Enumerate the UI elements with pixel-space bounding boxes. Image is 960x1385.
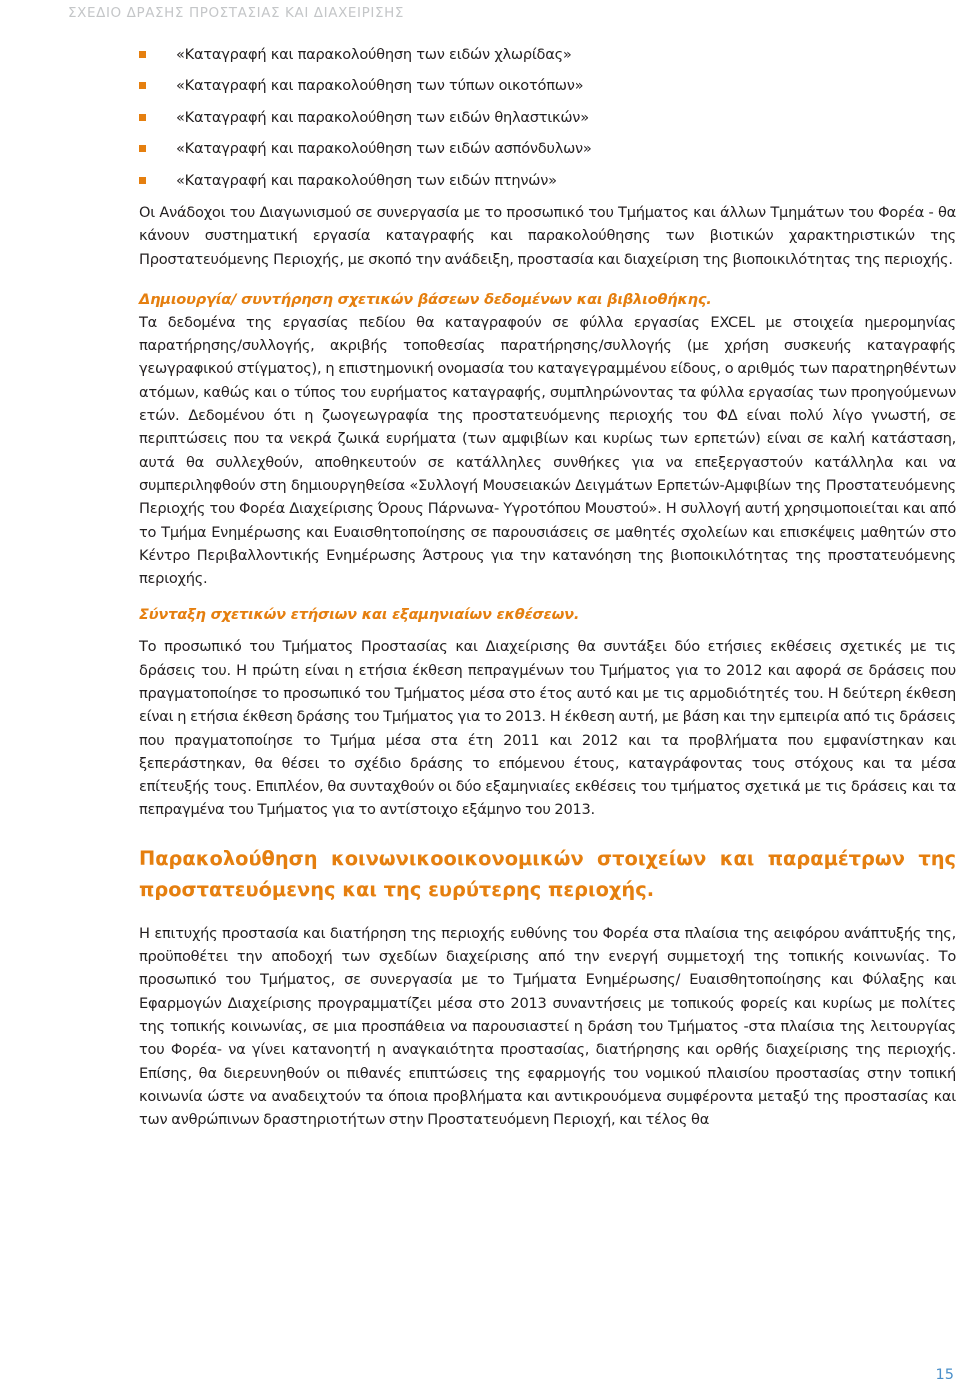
page-number: 15 [935,1367,954,1383]
socioeconomic-section-body: Η επιτυχής προστασία και διατήρηση της περιοχής ευθύνης του Φορέα στα πλαίσια της αειφόρου ανάπτυξής της, προϋποθέτει την αποδοχή των σχεδίων διαχείρισης από την ενεργή συμμετοχή της τοπικής κοινωνίας. Το προσωπικό του Τμήματος, σε συνεργασία με το Τμήματα Ενημέρωσης/ Ευαισθητοποίησης και Φύλαξης και Εφαρμογών Διαχείρισης προγραμματίζει μέσα στο 2013 συναντήσεις με τοπικούς φορείς και κυρίως με πολίτες της τοπικής κοινωνίας, σε μια προσπάθεια να παρουσιαστεί η δράση του Τμήματος -στα πλαίσια της λειτουργίας του Φορέα- να γίνει κατανοητή η αναγκαιότητα προστασίας, διατήρησης και ορθής διαχείρισης της περιοχής. Επίσης, θα διερευνηθούν οι πιθανές επιπτώσεις της εφαρμογής του νομικού πλαισίου προστασίας στην τοπική κοινωνία ώστε να αναδειχτούν τα όποια προβλήματα και αντικρουόμενα συμφέροντα μεταξύ της προστασίας και των ανθρώπινων δραστηριοτήτων στην Προστατευόμενη Περιοχή, και τέλος θα [139,924,956,1129]
bullet-square-icon [139,177,146,184]
reports-section-body: Το προσωπικό του Τμήματος Προστασίας και Διαχείρισης θα συντάξει δύο ετήσιες εκθέσεις σχετικές με τις δράσεις του. Η πρώτη είναι η ετήσια έκθεση πεπραγμένων του Τμήματος για το 2012 και αφορά σε δράσεις που πραγματοποίησε το προσωπικό του Τμήματος μέσα στο έτος αυτό και με τις αρμοδιότητές του. Η δεύτερη έκθεση είναι η ετήσια έκθεση δράσης του Τμήματος για το 2013. Η έκθεση αυτή, με βάση και την εμπειρία από τις δράσεις που πραγματοποίησε το Τμήμα μέσα στα έτη 2011 και 2012 και τα προβλήματα που εμφανίστηκαν και ξεπεράστηκαν, θα θέσει το σχέδιο δράσης το επόμενου έτους, καταγράφοντας τους στόχους και τα μέσα επίτευξής τους. Επιπλέον, θα συνταχθούν οι δύο εξαμηνιαίες εκθέσεις του τμήματος σχετικά με τις δράσεις και τα πεπραγμένα του Τμήματος για το αντίστοιχο εξάμηνο του 2013. [139,638,956,819]
list-item: «Καταγραφή και παρακολούθηση των ειδών πτηνών» [139,170,956,191]
bullet-square-icon [139,82,146,89]
database-section-heading: Δημιουργία/ συντήρηση σχετικών βάσεων δεδομένων και βιβλιοθήκης. [139,290,712,308]
monitoring-bullet-list [139,44,956,191]
page-content [139,44,956,1131]
bullet-square-icon [139,114,146,121]
list-item: «Καταγραφή και παρακολούθηση των ειδών ασπόνδυλων» [139,138,956,159]
socioeconomic-section-heading: Παρακολούθηση κοινωνικοοικονομικών στοιχείων και παραμέτρων της προστατευόμενης και της ευρύτερης περιοχής. [139,846,956,901]
list-item: «Καταγραφή και παρακολούθηση των τύπων οικοτόπων» [139,75,956,96]
contractors-paragraph: Οι Ανάδοχοι του Διαγωνισμού σε συνεργασία με το προσωπικό του Τμήματος και άλλων Τμημάτων του Φορέα - θα κάνουν συστηματική εργασία καταγραφής και παρακολούθησης των βιοτικών χαρακτηριστικών της Προστατευόμενης Περιοχής, με σκοπό την ανάδειξη, προστασία και διαχείριση της βιοποικιλότητας της περιοχής. [139,203,956,268]
running-header [0,0,960,26]
list-item: «Καταγραφή και παρακολούθηση των ειδών χλωρίδας» [139,44,956,65]
database-section-body: Τα δεδομένα της εργασίας πεδίου θα καταγραφούν σε φύλλα εργασίας EXCEL με στοιχεία ημερομηνίας παρατήρησης/συλλογής, ακριβής τοποθεσίας παρατήρησης/συλλογής (με χρήση συσκευής καταγραφής γεωγραφικού στίγματος), η επιστημονική ονομασία του καταγεγραμμένου είδους, ο αριθμός των παρατηρηθέντων ατόμων, καθώς και ο τύπος του ευρήματος καταγραφής, συμπληρώνοντας τα φύλλα εργασίας των προηγούμενων ετών. Δεδομένου ότι η ζωογεωγραφία της προστατευόμενης περιοχής του ΦΔ είναι πολύ λίγο γνωστή, σε περιπτώσεις που τα νεκρά ζωικά ευρήματα (των αμφιβίων και κυρίως των ερπετών) είναι σε καλή κατάσταση, αυτά θα συλλεχθούν, αποθηκευτούν σε κατάλληλες συνθήκες για να επεξεργαστούν κατάλληλα και να συμπεριληφθούν στη δημιουργηθείσα «Συλλογή Μουσειακών Δειγμάτων Ερπετών-Αμφιβίων της Προστατευόμενης Περιοχής του Φορέα Διαχείρισης Όρους Πάρνωνα- Υγροτόπου Μουστού». Η συλλογή αυτή χρησιμοποιείται και από το Τμήμα Ενημέρωσης και Ευαισθητοποίησης σε παρουσιάσεις σε μαθητές σχολείων και επισκέψεις μαθητών στο Κέντρο Περιβαλλοντικής Ενημέρωσης Άστρους για την κατανόηση της βιοποικιλότητας της προστατευόμενης περιοχής. [139,313,956,588]
bullet-square-icon [139,145,146,152]
bullet-square-icon [139,51,146,58]
running-title: ΣΧΕΔΙΟ ΔΡΑΣΗΣ ΠΡΟΣΤΑΣΙΑΣ ΚΑΙ ΔΙΑΧΕΙΡΙΣΗΣ [68,5,404,21]
list-item: «Καταγραφή και παρακολούθηση των ειδών θηλαστικών» [139,107,956,128]
reports-section-heading: Σύνταξη σχετικών ετήσιων και εξαμηνιαίων εκθέσεων. [139,606,580,624]
